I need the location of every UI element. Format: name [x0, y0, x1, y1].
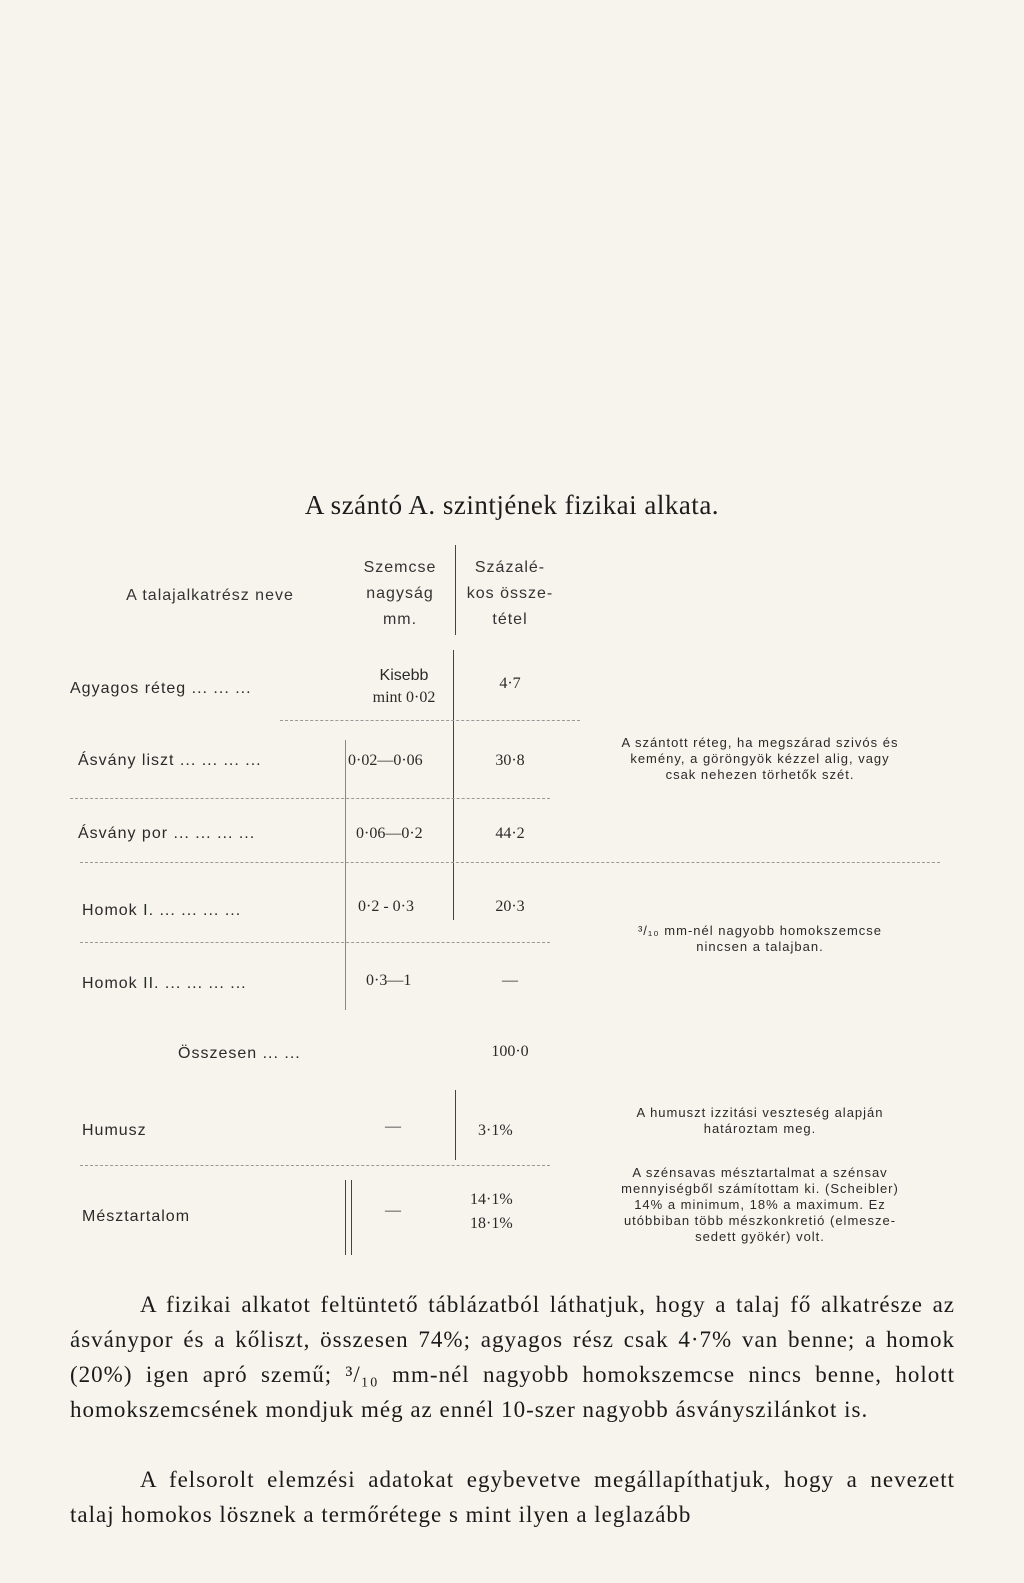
lime-label: Mésztartalom — [82, 1208, 191, 1225]
table-row-size: Kisebb mint 0·02 — [372, 667, 436, 706]
row-separator — [280, 720, 580, 722]
note-lime: A szénsavas mésztartalmat a szénsav mennyiségből számítottam ki. (Scheibler) 14% a minimum, 18% a maximum. Ez utóbbiban több mészkonkretió (elmesze- sedett gyökér) volt. — [621, 1165, 899, 1244]
header-grain-size — [345, 555, 455, 633]
table-row-name: Homok I. ... ... ... ... — [82, 902, 242, 919]
page-title: A szántó A. szintjének fizikai alkata. — [304, 490, 720, 520]
note-plowed-layer: A szántott réteg, ha megszárad szivós és kemény, a göröngyök kézzel alig, vagy csak nehezen törhetők szét. — [621, 735, 899, 782]
row-separator — [80, 862, 940, 864]
table-row-name: Ásvány liszt ... ... ... ... — [78, 752, 262, 769]
table-row-name: Homok II. ... ... ... ... — [82, 975, 247, 992]
humus-label: Humusz — [82, 1122, 147, 1139]
row-separator — [80, 1165, 550, 1167]
lime-percent-max: 18·1% — [470, 1215, 513, 1232]
total-label: Összesen ... ... — [178, 1045, 301, 1062]
table-row-percent: 44·2 — [495, 825, 525, 842]
humus-size: — — [385, 1118, 401, 1135]
header-percent — [455, 555, 565, 633]
header-grain-size-line1: Szemcse — [363, 559, 437, 576]
header-percent-line1: Százalé- — [474, 559, 546, 576]
row-separator — [70, 798, 550, 800]
note-sand-grain: ³/₁₀ mm-nél nagyobb homokszemcse nincsen a talajban. — [637, 923, 883, 954]
table-row-size: 0·06—0·2 — [356, 825, 423, 842]
lime-size: — — [385, 1202, 401, 1219]
humus-percent: 3·1% — [478, 1122, 513, 1139]
column-divider-left — [345, 740, 346, 1010]
note-humus: A humuszt izzitási veszteség alapján határoztam meg. — [636, 1105, 884, 1136]
table-row-name: Agyagos réteg ... ... ... — [70, 680, 252, 697]
table-row-percent: 4·7 — [499, 675, 521, 692]
column-divider-right — [453, 650, 454, 920]
lime-divider-left-2 — [351, 1180, 352, 1255]
header-percent-line2: kos össze- — [466, 585, 554, 602]
header-part-name: A talajalkatrész neve — [126, 587, 294, 604]
lime-percent — [470, 1188, 513, 1236]
table-row-percent: — — [502, 972, 518, 989]
header-percent-line3: tétel — [492, 611, 528, 628]
header-grain-size-line2: nagyság — [366, 585, 434, 602]
total-percent: 100·0 — [491, 1043, 529, 1060]
table-row-percent: 20·3 — [495, 898, 525, 915]
table-row-percent: 30·8 — [495, 752, 525, 769]
body-paragraph: A fizikai alkatot feltüntető táblázatból láthatjuk, hogy a talaj fő alkatrésze az ásványpor és a kőliszt, összesen 74%; agyagos rész csak 4·7% van benne; a homok (20%) igen apró szemű; ³/₁₀ mm-nél nagyobb homokszemcse nincs benne, holott homokszemcsének mondjuk még az ennél 10-szer nagyobb ásványszilánkot is. — [70, 1292, 955, 1422]
humus-divider — [455, 1090, 456, 1160]
table-row-size: 0·3—1 — [366, 972, 412, 989]
header-grain-size-line3: mm. — [382, 611, 418, 628]
table-row-name: Ásvány por ... ... ... ... — [78, 825, 256, 842]
body-paragraph: A felsorolt elemzési adatokat egybevetve megállapíthatjuk, hogy a nevezett talaj homokos lösznek a termőrétege s mint ilyen a leglazább — [70, 1467, 955, 1527]
table-row-size: 0·2 - 0·3 — [358, 898, 414, 915]
lime-divider-left — [345, 1180, 346, 1255]
lime-percent-min: 14·1% — [470, 1191, 513, 1208]
row-separator — [80, 942, 550, 944]
header-divider — [455, 545, 456, 635]
table-row-size: 0·02—0·06 — [348, 752, 423, 769]
